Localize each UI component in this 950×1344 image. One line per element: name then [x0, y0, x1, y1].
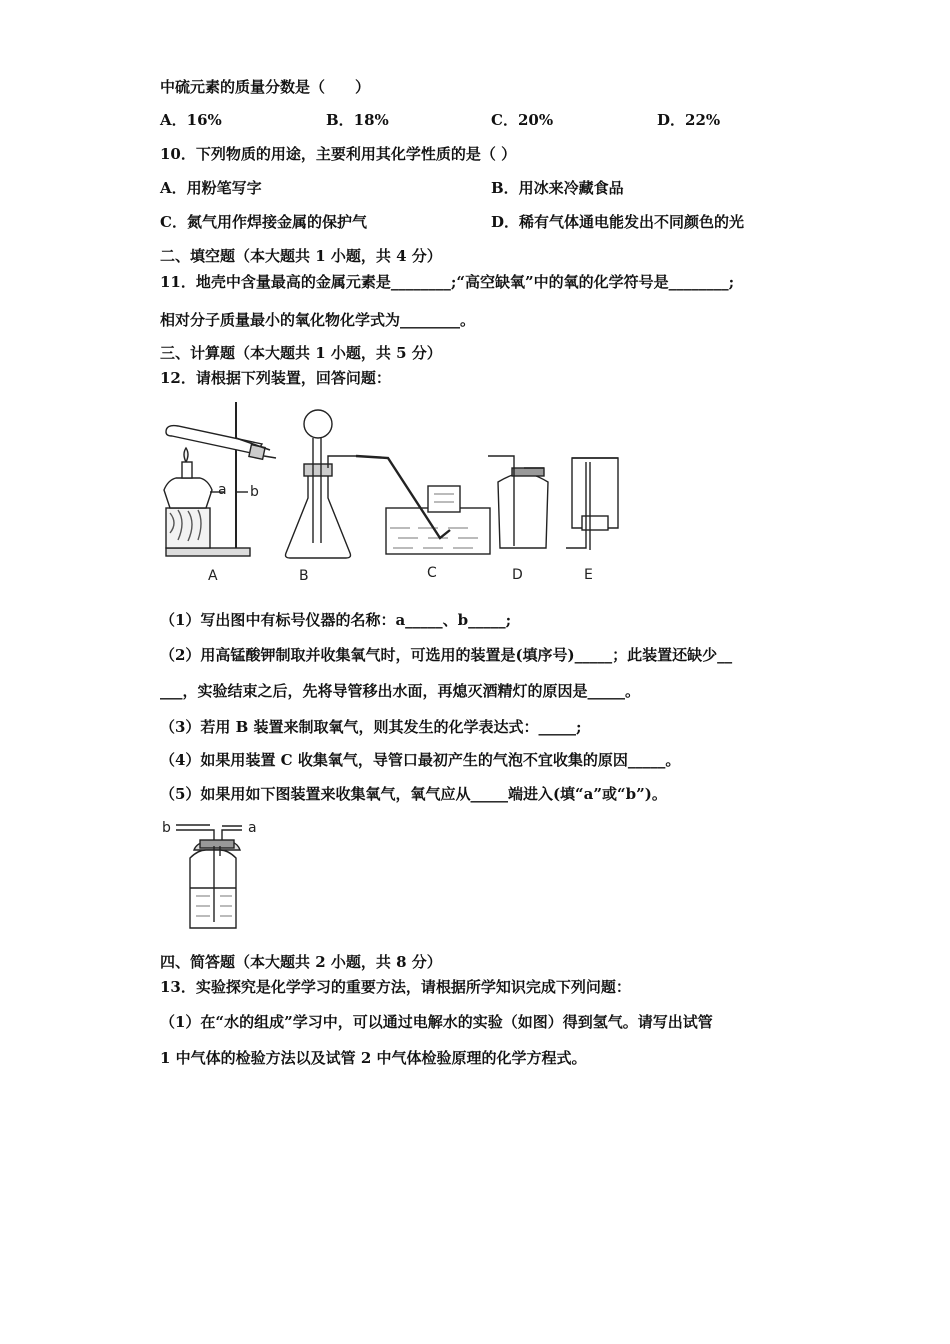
section-3-title: 三、计算题（本大题共 1 小题，共 5 分） — [160, 344, 442, 362]
q12-stem: 12．请根据下列装置，回答问题： — [160, 369, 391, 387]
q12-sub1: （1）写出图中有标号仪器的名称：a_____、b_____; — [160, 611, 512, 629]
q12-sub2-line2: ___，实验结束之后，先将导管移出水面，再熄灭酒精灯的原因是_____。 — [160, 682, 641, 700]
label-D: D — [512, 567, 523, 583]
q10-option-b: B．用冰来冷藏食品 — [491, 179, 624, 197]
label-b: b — [250, 484, 259, 500]
q11-line-1: 11．地壳中含量最高的金属元素是________;“高空缺氧”中的氧的化学符号是________; — [160, 273, 735, 291]
label-E: E — [584, 567, 593, 583]
apparatus-d — [488, 456, 548, 548]
bottle-label-a: a — [248, 820, 257, 836]
q9-option-d: D．22% — [657, 111, 721, 129]
label-B: B — [299, 568, 309, 584]
q10-option-a: A．用粉笔写字 — [160, 179, 262, 197]
label-C: C — [427, 565, 437, 581]
q10-option-c: C．氮气用作焊接金属的保护气 — [160, 213, 367, 231]
q12-sub5: （5）如果用如下图装置来收集氧气，氧气应从_____端进入(填“a”或“b”)。 — [160, 785, 667, 803]
q13-sub1-line1: （1）在“水的组成”学习中，可以通过电解水的实验（如图）得到氢气。请写出试管 — [160, 1013, 713, 1031]
q12-sub4: （4）如果用装置 C 收集氧气，导管口最初产生的气泡不宜收集的原因_____。 — [160, 751, 681, 769]
apparatus-e — [566, 458, 618, 550]
section-2-title: 二、填空题（本大题共 1 小题，共 4 分） — [160, 247, 442, 265]
apparatus-figure — [158, 398, 628, 593]
label-a: a — [218, 482, 227, 498]
q11-line-2: 相对分子质量最小的氧化物化学式为________。 — [160, 311, 476, 329]
q9-option-c: C．20% — [491, 111, 554, 129]
q12-sub3: （3）若用 B 装置来制取氧气，则其发生的化学表达式：_____; — [160, 718, 582, 736]
q13-sub1-line2: 1 中气体的检验方法以及试管 2 中气体检验原理的化学方程式。 — [160, 1049, 587, 1067]
apparatus-a — [164, 402, 276, 556]
q13-stem: 13．实验探究是化学学习的重要方法，请根据所学知识完成下列问题： — [160, 978, 631, 996]
q10-stem: 10．下列物质的用途，主要利用其化学性质的是（ ） — [160, 145, 517, 163]
q9-option-a: A．16% — [160, 111, 222, 129]
bottle-label-b: b — [162, 820, 171, 836]
label-A: A — [208, 568, 218, 584]
section-4-title: 四、简答题（本大题共 2 小题，共 8 分） — [160, 953, 442, 971]
q9-option-b: B．18% — [326, 111, 389, 129]
apparatus-b — [286, 410, 359, 558]
q12-sub2-line1: （2）用高锰酸钾制取并收集氧气时，可选用的装置是(填序号)_____；此装置还缺少__ — [160, 646, 733, 664]
q10-option-d: D．稀有气体通电能发出不同颜色的光 — [491, 213, 745, 231]
q9-stem-tail: 中硫元素的质量分数是（ ） — [160, 78, 371, 96]
apparatus-c — [356, 456, 490, 554]
collection-bottle-figure — [176, 822, 256, 932]
